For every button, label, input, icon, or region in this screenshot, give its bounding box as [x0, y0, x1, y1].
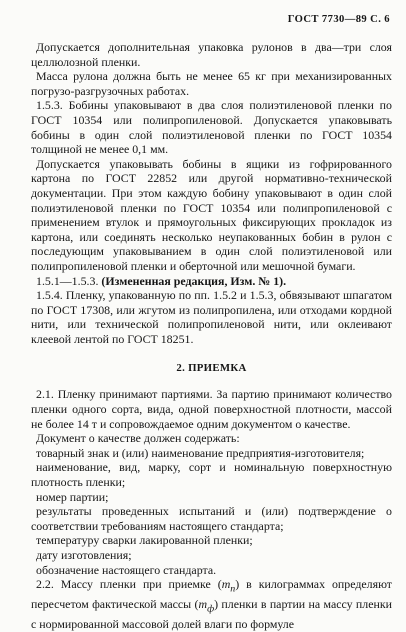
amendment-bold: (Измененная редакция, Изм. № 1). — [101, 273, 287, 288]
section-title-acceptance: 2. ПРИЕМКА — [176, 362, 247, 375]
page-content — [31, 40, 392, 632]
list-item-temperature: температуру сварки лакированной пленки; — [36, 533, 253, 548]
symbol-m-f: $m_ф$ — [198, 597, 215, 615]
list-item-results: результаты проведенных испытаний и (или) подтверждение о соответствии требованиям настоящего стандарта; — [31, 504, 392, 533]
paragraph-document-contents: Документ о качестве должен содержать: — [36, 431, 240, 446]
paragraph-2-2: 2.2. Массу пленки при приемке $(m_п)$ в килограммах определяют пересчетом фактической массы $(m_ф)$ пленки в партии на массу пленки с нормированной массовой долей влаги по формуле — [31, 577, 392, 632]
list-item-name: наименование, вид, марку, сорт и номинальную поверхностную плотность пленки; — [31, 460, 392, 490]
paragraph-roll-mass: Масса рулона должна быть не менее 65 кг при механизированных погрузо-разгрузочных работах. — [31, 69, 392, 98]
list-item-batch: номер партии; — [36, 489, 109, 504]
paragraph-1-5-3: 1.5.3. Бобины упаковывают в два слоя полиэтиленовой пленки по ГОСТ 10354 или полипропиленовой. Допускается упаковывать бобины в один слой полиэтиленовой пленки по ГОСТ 10354 толщиной не менее 0,1 мм. — [31, 98, 392, 157]
symbol-m-p: $m_п$ — [221, 577, 236, 595]
paragraph-2-1: 2.1. Пленку принимают партиями. За партию принимают количество пленки одного сорта, вида, одной поверхностной плотности, массой не более 14 т и сопровождаемое одним документом о качестве. — [31, 387, 392, 431]
list-item-designation: обозначение настоящего стандарта. — [36, 562, 217, 577]
list-item-date: дату изготовления; — [36, 548, 132, 562]
list-item-trademark: товарный знак и (или) наименование предприятия-изготовителя; — [36, 445, 365, 460]
amendment-prefix: 1.5.1—1.5.3. — [36, 273, 102, 288]
page-header: ГОСТ 7730—89 С. 6 — [287, 14, 390, 25]
paragraph-additional-packaging: Допускается дополнительная упаковка рулонов в два—три слоя целлюлозной пленки. — [31, 40, 392, 69]
paragraph-1-5-4: 1.5.4. Пленку, упакованную по пп. 1.5.2 и 1.5.3, обвязывают шпагатом по ГОСТ 17308, или жгутом из полипропилена, или отходами кордной нити, или технической полипропиленовой нити, или оклеивают клеевой лентой по ГОСТ 18251. — [31, 288, 392, 346]
paragraph-box-packaging: Допускается упаковывать бобины в ящики из гофрированного картона по ГОСТ 22852 или другой нормативно-технической документации. При этом каждую бобину упаковывают в один слой полиэтиленовой пленки по ГОСТ 10354 или полипропиленовой с применением втулок и прямоугольных фиксирующих прокладок из картона, или соединять несколько неупакованных бобин в рулон с последующим упаковыванием в один слой полиэтиленовой или полипропиленовой пленки и оберточной или мешочной бумаги. — [31, 156, 392, 273]
amendment-note — [31, 274, 392, 289]
